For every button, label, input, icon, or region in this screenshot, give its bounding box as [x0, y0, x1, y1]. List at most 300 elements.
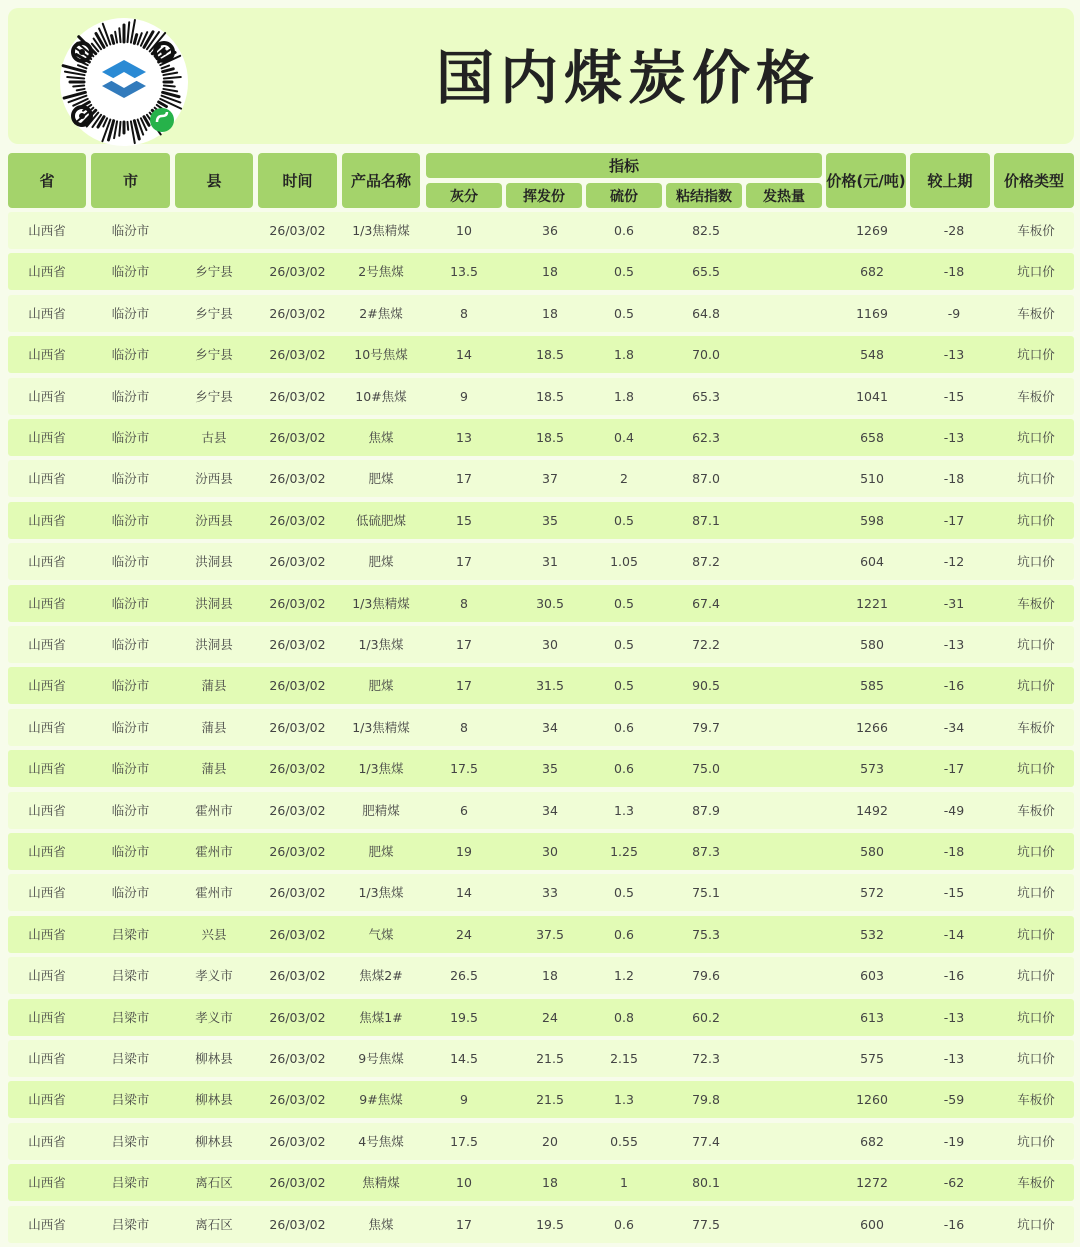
cell-province: 山西省	[28, 926, 66, 942]
cell-sulfur: 0.5	[614, 512, 634, 528]
cell-price-type: 坑口价	[1017, 471, 1055, 487]
cell-caking-index: 79.7	[692, 719, 720, 735]
cell-price-type: 坑口价	[1017, 430, 1055, 445]
cell-calorific-value	[746, 419, 822, 456]
header-banner	[8, 8, 1074, 144]
cell-volatile: 18	[542, 305, 558, 321]
mini-program-qr-code-icon[interactable]	[58, 16, 190, 148]
header-county: 县	[175, 153, 253, 208]
cell-caking-index: 64.8	[692, 305, 720, 321]
cell-sulfur: 2	[620, 471, 628, 487]
cell-province: 山西省	[28, 471, 66, 487]
cell-ash: 24	[456, 926, 472, 942]
cell-price: 510	[860, 471, 884, 487]
cell-caking-index: 67.4	[692, 595, 720, 611]
cell-city: 吕梁市	[111, 926, 150, 942]
table-row	[8, 999, 1074, 1036]
cell-caking-index: 87.3	[692, 844, 720, 859]
header-date: 时间	[258, 153, 337, 208]
cell-product: 肥煤	[368, 471, 394, 487]
cell-calorific-value	[746, 336, 822, 373]
cell-province: 山西省	[28, 968, 66, 984]
cell-county: 柳林县	[195, 1051, 233, 1066]
cell-province: 山西省	[28, 1051, 66, 1066]
table-row	[8, 543, 1074, 580]
header-caking-index: 粘结指数	[666, 183, 742, 208]
cell-change: -31	[943, 595, 965, 611]
cell-change: -18	[943, 844, 965, 859]
cell-ash: 17	[456, 554, 472, 570]
cell-price-type: 坑口价	[1017, 968, 1055, 984]
cell-price: 1269	[856, 223, 888, 238]
cell-city: 吕梁市	[111, 1009, 150, 1025]
cell-price-type: 坑口价	[1017, 1051, 1055, 1066]
cell-product: 焦煤	[368, 1216, 394, 1232]
cell-ash: 15	[456, 512, 472, 528]
cell-product: 4号焦煤	[358, 1133, 404, 1149]
header-change: 较上期	[910, 153, 990, 208]
cell-price-type: 坑口价	[1017, 264, 1055, 280]
cell-province: 山西省	[28, 885, 66, 901]
cell-volatile: 21.5	[536, 1092, 564, 1108]
cell-change: -49	[943, 802, 965, 818]
cell-county: 柳林县	[195, 1133, 233, 1149]
cell-caking-index: 77.4	[692, 1133, 720, 1149]
cell-date: 26/03/02	[269, 305, 326, 321]
cell-product: 1/3焦精煤	[352, 719, 410, 735]
cell-caking-index: 60.2	[692, 1009, 720, 1025]
cell-caking-index: 87.0	[692, 471, 720, 487]
cell-sulfur: 0.6	[614, 1216, 634, 1232]
cell-county: 霍州市	[195, 802, 233, 818]
cell-volatile: 18	[542, 968, 558, 984]
cell-province: 山西省	[28, 512, 66, 528]
cell-calorific-value	[746, 1081, 822, 1118]
cell-price-type: 坑口价	[1017, 844, 1055, 859]
cell-price: 598	[860, 512, 884, 528]
cell-date: 26/03/02	[269, 264, 326, 280]
cell-product: 焦精煤	[362, 1175, 400, 1191]
cell-caking-index: 65.3	[692, 388, 720, 404]
cell-sulfur: 1	[620, 1175, 628, 1191]
cell-ash: 17	[456, 471, 472, 487]
cell-volatile: 19.5	[536, 1216, 564, 1232]
cell-product: 焦煤2#	[359, 968, 403, 984]
cell-caking-index: 87.2	[692, 554, 720, 570]
cell-change: -13	[943, 637, 965, 652]
cell-province: 山西省	[28, 1009, 66, 1025]
cell-county: 蒲县	[201, 719, 227, 735]
cell-city: 临汾市	[111, 305, 150, 321]
cell-sulfur: 0.4	[614, 430, 634, 445]
cell-county: 孝义市	[195, 968, 233, 984]
cell-product: 肥精煤	[362, 802, 400, 818]
cell-caking-index: 80.1	[692, 1175, 720, 1191]
cell-calorific-value	[746, 1206, 822, 1243]
cell-change: -16	[943, 1216, 965, 1232]
cell-change: -13	[943, 430, 965, 445]
cell-calorific-value	[746, 957, 822, 994]
cell-calorific-value	[746, 833, 822, 870]
cell-city: 临汾市	[111, 388, 150, 404]
cell-volatile: 20	[542, 1133, 558, 1149]
cell-city: 临汾市	[111, 637, 150, 652]
cell-ash: 9	[460, 1092, 468, 1108]
cell-county: 乡宁县	[195, 305, 233, 321]
cell-volatile: 37	[542, 471, 558, 487]
cell-price-type: 坑口价	[1017, 554, 1055, 570]
cell-caking-index: 75.1	[692, 885, 720, 901]
cell-province: 山西省	[28, 305, 66, 321]
cell-sulfur: 1.3	[614, 1092, 634, 1108]
cell-ash: 8	[460, 595, 468, 611]
cell-date: 26/03/02	[269, 802, 326, 818]
cell-price-type: 坑口价	[1017, 885, 1055, 901]
cell-price: 1169	[856, 305, 888, 321]
cell-ash: 17	[456, 637, 472, 652]
cell-price-type: 坑口价	[1017, 347, 1055, 363]
cell-calorific-value	[746, 1164, 822, 1201]
cell-ash: 8	[460, 305, 468, 321]
cell-ash: 13.5	[450, 264, 478, 280]
cell-change: -18	[943, 471, 965, 487]
cell-sulfur: 1.05	[610, 554, 638, 570]
cell-sulfur: 2.15	[610, 1051, 638, 1066]
table-row	[8, 709, 1074, 746]
cell-city: 临汾市	[111, 430, 150, 445]
table-row	[8, 336, 1074, 373]
cell-province: 山西省	[28, 1092, 66, 1108]
table-row	[8, 1164, 1074, 1201]
cell-volatile: 18	[542, 1175, 558, 1191]
header-city: 市	[91, 153, 170, 208]
cell-change: -16	[943, 968, 965, 984]
cell-calorific-value	[746, 502, 822, 539]
table-row	[8, 916, 1074, 953]
cell-price: 682	[860, 1133, 884, 1149]
cell-date: 26/03/02	[269, 678, 326, 694]
cell-price: 580	[860, 844, 884, 859]
cell-calorific-value	[746, 626, 822, 663]
cell-sulfur: 0.5	[614, 678, 634, 694]
cell-city: 吕梁市	[111, 968, 150, 984]
cell-caking-index: 87.9	[692, 802, 720, 818]
cell-calorific-value	[746, 750, 822, 787]
cell-sulfur: 0.5	[614, 885, 634, 901]
cell-ash: 14.5	[450, 1051, 478, 1066]
header-price: 价格(元/吨)	[826, 153, 906, 208]
cell-volatile: 18.5	[536, 430, 564, 445]
cell-caking-index: 87.1	[692, 512, 720, 528]
cell-price: 585	[860, 678, 884, 694]
cell-province: 山西省	[28, 719, 66, 735]
cell-caking-index: 70.0	[692, 347, 720, 363]
cell-ash: 14	[456, 347, 472, 363]
cell-price: 1221	[856, 595, 888, 611]
cell-city: 临汾市	[111, 554, 150, 570]
cell-date: 26/03/02	[269, 1009, 326, 1025]
table-row	[8, 750, 1074, 787]
cell-province: 山西省	[28, 430, 66, 445]
table-row	[8, 957, 1074, 994]
cell-calorific-value	[746, 378, 822, 415]
cell-date: 26/03/02	[269, 512, 326, 528]
cell-province: 山西省	[28, 678, 66, 694]
cell-city: 吕梁市	[111, 1216, 150, 1232]
cell-sulfur: 1.2	[614, 968, 634, 984]
cell-price: 1260	[856, 1092, 888, 1108]
cell-volatile: 35	[542, 761, 558, 777]
cell-sulfur: 0.8	[614, 1009, 634, 1025]
cell-province: 山西省	[28, 1133, 66, 1149]
cell-price-type: 坑口价	[1017, 637, 1055, 652]
cell-caking-index: 65.5	[692, 264, 720, 280]
cell-calorific-value	[746, 999, 822, 1036]
cell-volatile: 34	[542, 719, 558, 735]
cell-price: 682	[860, 264, 884, 280]
table-row	[8, 1040, 1074, 1077]
cell-product: 10号焦煤	[354, 347, 408, 363]
cell-city: 临汾市	[111, 885, 150, 901]
cell-volatile: 30	[542, 844, 558, 859]
table-row	[8, 585, 1074, 622]
table-row	[8, 253, 1074, 290]
cell-sulfur: 1.3	[614, 802, 634, 818]
cell-product: 2#焦煤	[359, 305, 403, 321]
table-row	[8, 667, 1074, 704]
cell-volatile: 30	[542, 637, 558, 652]
cell-price: 1041	[856, 388, 888, 404]
cell-province: 山西省	[28, 802, 66, 818]
cell-price: 613	[860, 1009, 884, 1025]
cell-change: -13	[943, 1051, 965, 1066]
cell-price: 580	[860, 637, 884, 652]
cell-price: 1266	[856, 719, 888, 735]
cell-county: 孝义市	[195, 1009, 233, 1025]
cell-volatile: 34	[542, 802, 558, 818]
cell-city: 临汾市	[111, 471, 150, 487]
cell-province: 山西省	[28, 347, 66, 363]
cell-ash: 14	[456, 885, 472, 901]
cell-price: 604	[860, 554, 884, 570]
cell-price: 603	[860, 968, 884, 984]
cell-date: 26/03/02	[269, 1175, 326, 1191]
cell-price-type: 坑口价	[1017, 926, 1055, 942]
cell-price-type: 车板价	[1017, 719, 1055, 735]
cell-date: 26/03/02	[269, 761, 326, 777]
cell-ash: 13	[456, 430, 472, 445]
cell-price: 658	[860, 430, 884, 445]
cell-ash: 9	[460, 388, 468, 404]
cell-calorific-value	[746, 709, 822, 746]
cell-price-type: 车板价	[1017, 305, 1055, 321]
cell-sulfur: 0.5	[614, 595, 634, 611]
cell-price-type: 坑口价	[1017, 1133, 1055, 1149]
cell-product: 肥煤	[368, 844, 394, 859]
cell-ash: 10	[456, 1175, 472, 1191]
cell-volatile: 21.5	[536, 1051, 564, 1066]
cell-sulfur: 0.55	[610, 1133, 638, 1149]
table-row	[8, 874, 1074, 911]
cell-city: 临汾市	[111, 761, 150, 777]
table-row	[8, 460, 1074, 497]
cell-change: -17	[943, 512, 965, 528]
cell-ash: 19	[456, 844, 472, 859]
cell-product: 9#焦煤	[359, 1092, 403, 1108]
cell-price: 548	[860, 347, 884, 363]
cell-price-type: 坑口价	[1017, 1009, 1055, 1025]
cell-date: 26/03/02	[269, 926, 326, 942]
cell-county: 蒲县	[201, 761, 227, 777]
header-indicators: 指标	[426, 153, 822, 178]
cell-county: 洪洞县	[195, 554, 233, 570]
header-price-type: 价格类型	[994, 153, 1074, 208]
cell-volatile: 36	[542, 223, 558, 238]
cell-city: 临汾市	[111, 512, 150, 528]
cell-calorific-value	[746, 585, 822, 622]
cell-price: 1272	[856, 1175, 888, 1191]
cell-product: 焦煤1#	[359, 1009, 403, 1025]
cell-date: 26/03/02	[269, 388, 326, 404]
cell-price-type: 车板价	[1017, 1175, 1055, 1191]
cell-ash: 26.5	[450, 968, 478, 984]
cell-volatile: 31	[542, 554, 558, 570]
cell-change: -62	[943, 1175, 965, 1191]
cell-county: 汾西县	[195, 471, 233, 487]
cell-price-type: 坑口价	[1017, 761, 1055, 777]
cell-sulfur: 0.6	[614, 223, 634, 238]
cell-volatile: 30.5	[536, 595, 564, 611]
cell-caking-index: 82.5	[692, 223, 720, 238]
cell-volatile: 18.5	[536, 347, 564, 363]
cell-county: 乡宁县	[195, 347, 233, 363]
cell-county	[175, 212, 253, 249]
cell-sulfur: 0.6	[614, 761, 634, 777]
cell-calorific-value	[746, 916, 822, 953]
cell-caking-index: 79.6	[692, 968, 720, 984]
cell-change: -34	[943, 719, 965, 735]
cell-product: 肥煤	[368, 678, 394, 694]
cell-price: 600	[860, 1216, 884, 1232]
cell-price-type: 坑口价	[1017, 678, 1055, 694]
cell-change: -14	[943, 926, 965, 942]
cell-province: 山西省	[28, 223, 66, 238]
cell-calorific-value	[746, 874, 822, 911]
cell-province: 山西省	[28, 844, 66, 859]
cell-date: 26/03/02	[269, 968, 326, 984]
cell-city: 吕梁市	[111, 1133, 150, 1149]
cell-sulfur: 0.5	[614, 305, 634, 321]
cell-county: 柳林县	[195, 1092, 233, 1108]
cell-province: 山西省	[28, 761, 66, 777]
cell-county: 洪洞县	[195, 595, 233, 611]
table-row	[8, 212, 1074, 249]
cell-sulfur: 0.5	[614, 264, 634, 280]
cell-province: 山西省	[28, 1175, 66, 1191]
cell-calorific-value	[746, 1123, 822, 1160]
cell-date: 26/03/02	[269, 554, 326, 570]
cell-city: 临汾市	[111, 264, 150, 280]
cell-product: 1/3焦精煤	[352, 223, 410, 238]
cell-price: 573	[860, 761, 884, 777]
cell-volatile: 18	[542, 264, 558, 280]
cell-ash: 10	[456, 223, 472, 238]
cell-county: 霍州市	[195, 885, 233, 901]
cell-province: 山西省	[28, 637, 66, 652]
cell-price-type: 坑口价	[1017, 1216, 1055, 1232]
cell-city: 临汾市	[111, 223, 150, 238]
cell-change: -12	[943, 554, 965, 570]
header-province: 省	[8, 153, 86, 208]
cell-change: -18	[943, 264, 965, 280]
cell-price: 575	[860, 1051, 884, 1066]
cell-product: 1/3焦煤	[358, 637, 404, 652]
cell-caking-index: 90.5	[692, 678, 720, 694]
cell-county: 洪洞县	[195, 637, 233, 652]
cell-date: 26/03/02	[269, 471, 326, 487]
table-row	[8, 378, 1074, 415]
cell-sulfur: 0.6	[614, 719, 634, 735]
cell-city: 临汾市	[111, 844, 150, 859]
cell-caking-index: 79.8	[692, 1092, 720, 1108]
cell-date: 26/03/02	[269, 885, 326, 901]
cell-price-type: 车板价	[1017, 223, 1055, 238]
cell-city: 临汾市	[111, 719, 150, 735]
cell-change: -13	[943, 1009, 965, 1025]
cell-city: 吕梁市	[111, 1092, 150, 1108]
table-row	[8, 502, 1074, 539]
cell-volatile: 24	[542, 1009, 558, 1025]
cell-sulfur: 0.6	[614, 926, 634, 942]
cell-ash: 17.5	[450, 761, 478, 777]
table-row	[8, 295, 1074, 332]
header-product: 产品名称	[342, 153, 420, 208]
header-sulfur: 硫份	[586, 183, 662, 208]
cell-province: 山西省	[28, 1216, 66, 1232]
cell-date: 26/03/02	[269, 223, 326, 238]
cell-calorific-value	[746, 1040, 822, 1077]
cell-ash: 19.5	[450, 1009, 478, 1025]
cell-province: 山西省	[28, 595, 66, 611]
cell-product: 1/3焦精煤	[352, 595, 410, 611]
cell-date: 26/03/02	[269, 595, 326, 611]
cell-product: 9号焦煤	[358, 1051, 404, 1066]
cell-city: 临汾市	[111, 347, 150, 363]
cell-city: 吕梁市	[111, 1051, 150, 1066]
table-row	[8, 1123, 1074, 1160]
cell-price: 572	[860, 885, 884, 901]
cell-change: -13	[943, 347, 965, 363]
cell-price: 532	[860, 926, 884, 942]
cell-caking-index: 75.0	[692, 761, 720, 777]
cell-city: 临汾市	[111, 595, 150, 611]
cell-calorific-value	[746, 667, 822, 704]
cell-province: 山西省	[28, 388, 66, 404]
cell-date: 26/03/02	[269, 1092, 326, 1108]
cell-date: 26/03/02	[269, 719, 326, 735]
table-row	[8, 419, 1074, 456]
cell-county: 乡宁县	[195, 388, 233, 404]
cell-date: 26/03/02	[269, 1051, 326, 1066]
cell-sulfur: 1.25	[610, 844, 638, 859]
cell-change: -15	[943, 388, 965, 404]
cell-county: 兴县	[201, 926, 227, 942]
cell-calorific-value	[746, 253, 822, 290]
header-volatile: 挥发份	[506, 183, 582, 208]
cell-city: 吕梁市	[111, 1175, 150, 1191]
cell-county: 乡宁县	[195, 264, 233, 280]
cell-city: 临汾市	[111, 802, 150, 818]
